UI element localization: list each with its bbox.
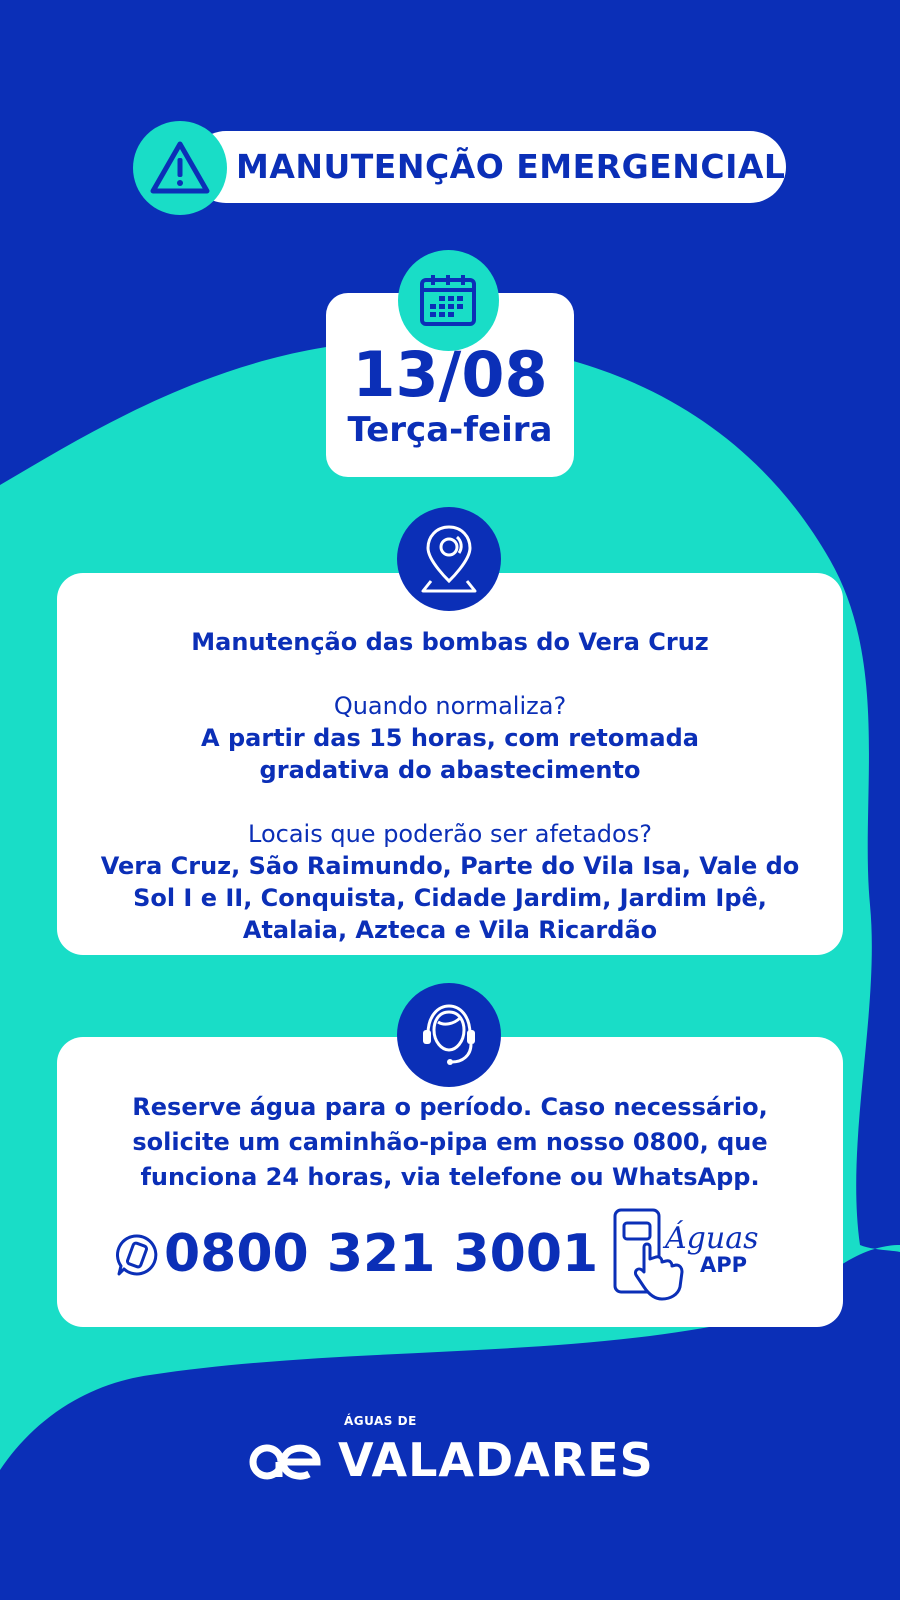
brand-name: VALADARES: [338, 1433, 654, 1487]
brand-prefix: ÁGUAS DE: [344, 1414, 417, 1428]
info-content: [70, 626, 830, 946]
info-answer-normalize-line2: gradativa do abastecimento: [259, 756, 641, 784]
contact-message-line3: funciona 24 horas, via telefone ou WhatsApp.: [140, 1163, 760, 1191]
location-pin-icon: [417, 523, 481, 595]
headset-agent-icon: [416, 1000, 482, 1070]
info-answer-affected-line1: Vera Cruz, São Raimundo, Parte do Vila Isa, Vale do: [100, 852, 800, 880]
location-badge: [397, 507, 501, 611]
warning-triangle-icon: [149, 140, 211, 196]
info-question-affected: Locais que poderão ser afetados?: [248, 820, 652, 848]
warning-badge: [133, 121, 227, 215]
calendar-badge: [398, 250, 499, 351]
phone-number[interactable]: 0800 321 3001: [164, 1224, 599, 1284]
contact-message-line2: solicite um caminhão-pipa em nosso 0800, que: [132, 1128, 768, 1156]
info-answer-affected-line2: Sol I e II, Conquista, Cidade Jardim, Jardim Ipê,: [133, 884, 767, 912]
calendar-icon: [418, 272, 480, 330]
contact-message-line1: Reserve água para o período. Caso necessário,: [132, 1093, 768, 1121]
app-name: Águas: [665, 1221, 759, 1256]
date-day-month: 13/08: [352, 338, 548, 411]
info-answer-normalize-line1: A partir das 15 horas, com retomada: [201, 724, 699, 752]
support-badge: [397, 983, 501, 1087]
info-answer-affected-line3: Atalaia, Azteca e Vila Ricardão: [242, 916, 658, 944]
app-label: APP: [700, 1253, 748, 1277]
info-question-normalize: Quando normaliza?: [333, 692, 567, 720]
info-heading: Manutenção das bombas do Vera Cruz: [191, 628, 709, 656]
whatsapp-phone-icon: [115, 1233, 159, 1277]
date-weekday: Terça-feira: [347, 410, 553, 450]
contact-message: [90, 1090, 810, 1195]
ae-logo-icon: [245, 1437, 325, 1487]
header-title: MANUTENÇÃO EMERGENCIAL: [236, 147, 786, 186]
